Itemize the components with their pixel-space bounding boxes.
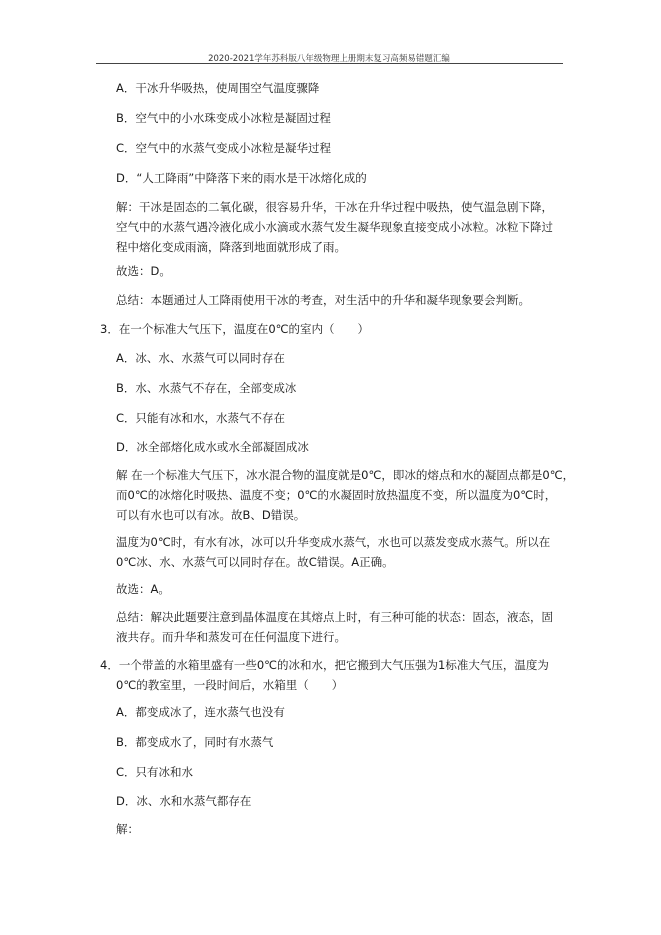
q4-stem-line: 0℃的教室里，一段时间后，水箱里（ ） — [116, 678, 344, 692]
q3-stem: 3．在一个标准大气压下，温度在0℃的室内（ ） — [100, 322, 370, 336]
q3-summary-line: 总结：解决此题要注意到晶体温度在其熔点上时，有三种可能的状态：固态，液态，固 — [116, 610, 553, 624]
q3-summary — [116, 607, 562, 647]
q3-solution — [116, 465, 575, 525]
q2-option-c: C．空气中的水蒸气变成小冰粒是凝华过程 — [116, 141, 332, 155]
q2-solution — [116, 197, 562, 257]
q4-stem-line: 4．一个带盖的水箱里盛有一些0℃的冰和水，把它搬到大气压强为1标准大气压，温度为 — [100, 658, 549, 672]
page-header: 2020-2021学年苏科版八年级物理上册期末复习高频易错题汇编 — [208, 54, 450, 64]
header-divider — [96, 63, 563, 64]
q2-solution-line: 解：干冰是固态的二氧化碳，很容易升华，干冰在升华过程中吸热，使气温急剧下降， — [116, 200, 553, 214]
q3-solution-line: 可以有水也可以有冰。故B、D错误。 — [116, 508, 306, 522]
q3-solution-line: 解 在一个标准大气压下，冰水混合物的温度就是0℃，即冰的熔点和水的凝固点都是0℃， — [116, 468, 575, 482]
q2-option-d: D．“人工降雨”中降落下来的雨水是干冰熔化成的 — [116, 171, 367, 185]
q2-option-a: A．干冰升华吸热，使周围空气温度骤降 — [116, 81, 320, 95]
q2-solution-line: 程中熔化变成雨滴，降落到地面就形成了雨。 — [116, 240, 346, 254]
q2-answer: 故选：D。 — [116, 264, 171, 278]
q4-stem — [100, 655, 562, 695]
q3-summary-line: 液共存。而升华和蒸发可在任何温度下进行。 — [116, 630, 346, 644]
q3-solution-line: 而0℃的冰熔化时吸热、温度不变；0℃的水凝固时放热温度不变，所以温度为0℃时， — [116, 488, 557, 502]
q4-option-c: C．只有冰和水 — [116, 765, 194, 779]
q3-option-c: C．只能有冰和水，水蒸气不存在 — [116, 411, 286, 425]
q3-solution-line: 0℃冰、水、水蒸气可以同时存在。故C错误。A正确。 — [116, 555, 394, 569]
q3-solution-line: 温度为0℃时，有水有冰，冰可以升华变成水蒸气，水也可以蒸发变成水蒸气。所以在 — [116, 535, 551, 549]
q2-summary: 总结：本题通过人工降雨使用干冰的考查，对生活中的升华和凝华现象要会判断。 — [116, 293, 530, 307]
q4-option-a: A．都变成冰了，连水蒸气也没有 — [116, 705, 285, 719]
q3-option-a: A．冰、水、水蒸气可以同时存在 — [116, 351, 285, 365]
q3-answer: 故选：A。 — [116, 582, 170, 596]
q3-option-d: D．冰全部熔化成水或水全部凝固成冰 — [116, 440, 309, 454]
q2-solution-line: 空气中的水蒸气遇冷液化成小水滴或水蒸气发生凝华现象直接变成小冰粒。冰粒下降过 — [116, 220, 553, 234]
q3-option-b: B．水、水蒸气不存在，全部变成冰 — [116, 381, 297, 395]
q4-option-b: B．都变成水了，同时有水蒸气 — [116, 735, 274, 749]
q4-solution-start: 解： — [116, 822, 139, 836]
q2-option-b: B．空气中的小水珠变成小冰粒是凝固过程 — [116, 111, 331, 125]
q4-option-d: D．冰、水和水蒸气都存在 — [116, 794, 252, 808]
q3-solution-2 — [116, 532, 562, 572]
